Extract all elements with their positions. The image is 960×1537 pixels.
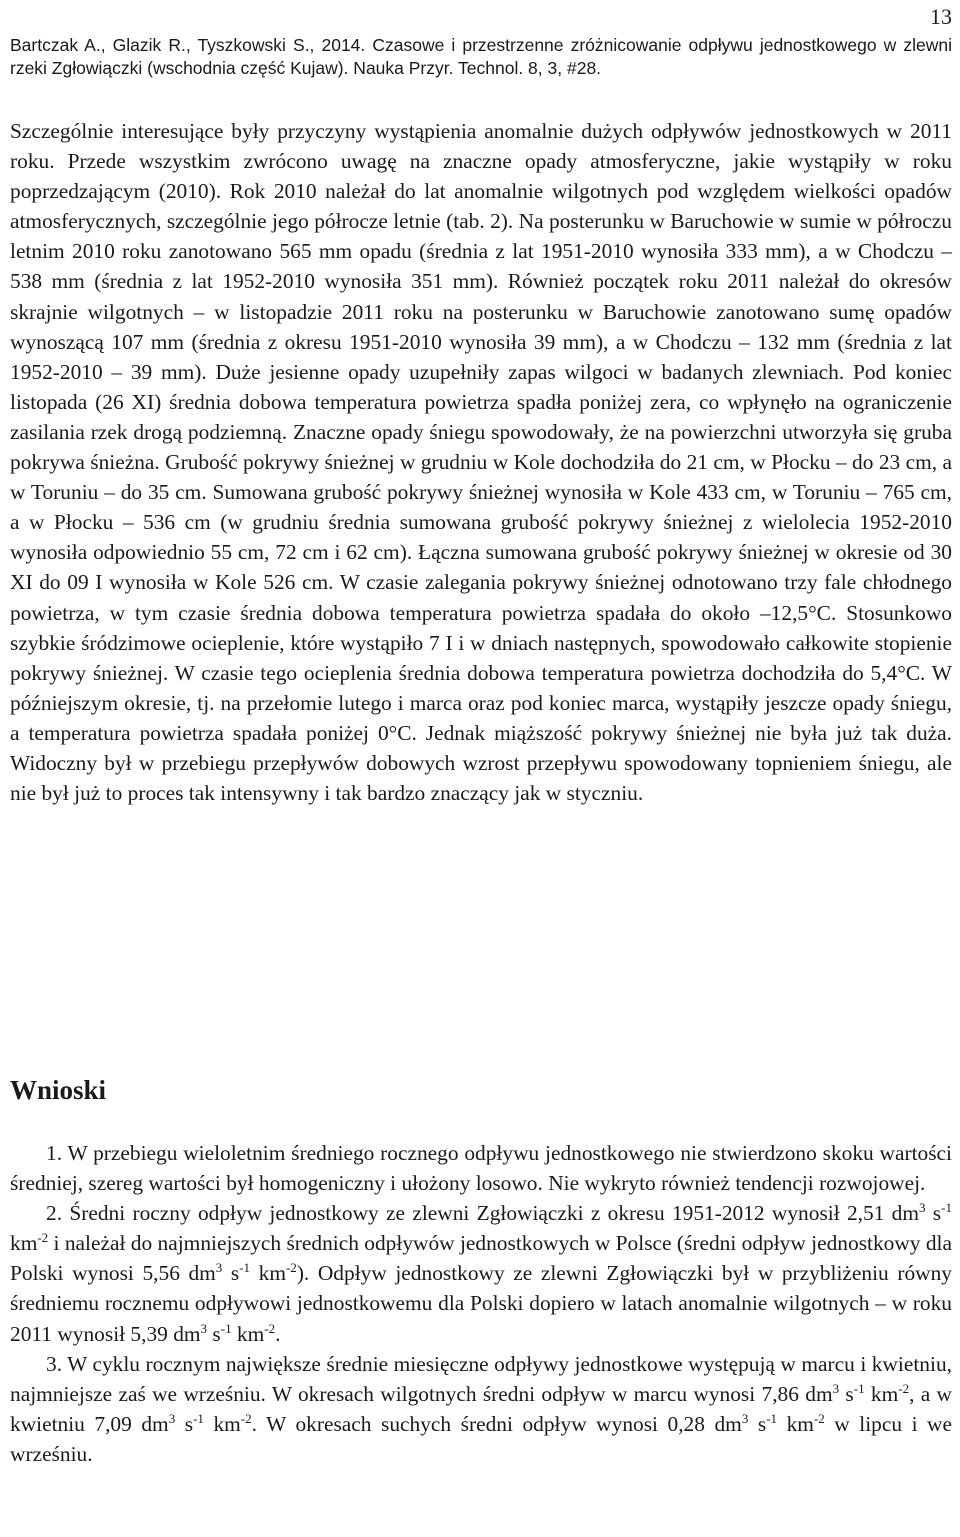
text-run: w lipcu i we wrześniu.	[10, 1411, 952, 1466]
conclusions-list	[10, 1138, 952, 1469]
body-text	[10, 116, 952, 808]
text-run: s	[175, 1411, 194, 1436]
text-run: s	[925, 1201, 942, 1226]
text-run: km	[203, 1411, 241, 1436]
superscript: -1	[941, 1200, 952, 1216]
text-run: i należał do najmniejszych średnich odpływów jednostkowych w Polsce (średni odpływ jednostkowy dla Polski wynosi 5,56 dm	[10, 1231, 952, 1286]
text-run: 2. Średni roczny odpływ jednostkowy ze zlewni Zgłowiączki z okresu 1951-2012 wynosił 2,51 dm	[46, 1201, 920, 1226]
superscript: -2	[264, 1320, 276, 1336]
text-run: s	[222, 1261, 240, 1286]
superscript: 3	[168, 1410, 176, 1426]
body-paragraph: Szczególnie interesujące były przyczyny wystąpienia anomalnie dużych odpływów jednostkowych w 2011 roku. Przede wszystkim zwrócono uwagę na znaczne opady atmosferyczne, jakie wystąpiły w roku poprzedzającym (2010). Rok 2010 należał do lat anomalnie wilgotnych pod względem wielkości opadów atmosferycznych, szczególnie jego półrocze letnie (tab. 2). Na posterunku w Baruchowie w sumie w półroczu letnim 2010 roku zanotowano 565 mm opadu (średnia z lat 1951-2010 wynosiła 333 mm), a w Chodczu – 538 mm (średnia z lat 1952-2010 wynosiła 351 mm). Również początek roku 2011 należał do okresów skrajnie wilgotnych – w listopadzie 2011 roku na posterunku w Baruchowie zanotowano sumę opadów wynoszącą 107 mm (średnia z okresu 1951-2010 wynosiła 39 mm), a w Chodczu – 132 mm (średnia z lat 1952-2010 – 39 mm). Duże jesienne opady uzupełniły zapas wilgoci w badanych zlewniach. Pod koniec listopada (26 XI) średnia dobowa temperatura powietrza spadła poniżej zera, co wpłynęło na ograniczenie zasilania rzek drogą podziemną. Znaczne opady śniegu spowodowały, że na powierzchni utworzyła się gruba pokrywa śnieżna. Grubość pokrywy śnieżnej w grudniu w Kole dochodziła do 21 cm, w Płocku – do 23 cm, a w Toruniu – do 35 cm. Sumowana grubość pokrywy śnieżnej wynosiła w Kole 433 cm, w Toruniu – 765 cm, a w Płocku – 536 cm (w grudniu średnia sumowana grubość pokrywy śnieżnej z wielolecia 1952-2010 wynosiła odpowiednio 55 cm, 72 cm i 62 cm). Łączna sumowana grubość pokrywy śnieżnej w okresie od 30 XI do 09 I wynosiła w Kole 526 cm. W czasie zalegania pokrywy śnieżnej odnotowano trzy fale chłodnego powietrza, w tym czasie średnia dobowa temperatura powietrza spadała do około –12,5°C. Stosunkowo szybkie śródzimowe ocieplenie, które wystąpiło 7 I i w dniach następnych, spowodowało całkowite stopienie pokrywy śnieżnej. W czasie tego ocieplenia średnia dobowa temperatura powietrza dochodziła do 5,4°C. W późniejszym okresie, tj. na przełomie lutego i marca oraz pod koniec marca, wystąpiły jeszcze opady śniegu, a temperatura powietrza spadała poniżej 0°C. Jednak miąższość pokrywy śnieżnej nie była już tak duża. Widoczny był w przebiegu przepływów dobowych wzrost przepływu spowodowany topnieniem śniegu, ale nie był już to proces tak intensywny i tak bardzo znaczący jak w styczniu.	[10, 119, 952, 806]
page-number: 13	[930, 4, 952, 29]
text-run: ). Odpływ jednostkowy ze zlewni Zgłowiączki był w przybliżeniu równy średniemu rocznemu odpływowi jednostkowemu dla Polski dopiero w latach anomalnie wilgotnych – w roku 2011 wynosił 5,39 dm	[10, 1261, 952, 1346]
text-run: s	[839, 1381, 854, 1406]
superscript: -2	[285, 1260, 297, 1276]
superscript: -1	[239, 1260, 251, 1276]
superscript: 3	[919, 1200, 926, 1216]
text-run: s	[748, 1411, 767, 1436]
superscript: 3	[741, 1410, 749, 1426]
text-run: km	[231, 1321, 265, 1346]
superscript: -1	[193, 1410, 204, 1426]
text-run: 3. W cyklu rocznym największe średnie miesięczne odpływy jednostkowe występują w marcu i kwietniu, najmniejsze zaś we wrześniu. W okresach wilgotnych średni odpływ w marcu wynosi 7,86 dm	[10, 1351, 952, 1406]
superscript: -1	[766, 1410, 778, 1426]
text-run: km	[777, 1411, 814, 1436]
superscript: -2	[37, 1230, 49, 1246]
text-run: , a w kwietniu 7,09 dm	[10, 1381, 952, 1436]
text-run: km	[10, 1231, 38, 1256]
superscript: 3	[832, 1380, 840, 1396]
conclusion-item-2	[10, 1198, 952, 1348]
superscript: -1	[220, 1320, 232, 1336]
superscript: -2	[898, 1380, 910, 1396]
superscript: -2	[813, 1410, 825, 1426]
conclusion-item-3	[10, 1349, 952, 1469]
section-title-conclusions: Wnioski	[10, 1075, 107, 1105]
superscript: -1	[853, 1380, 865, 1396]
text-run: s	[207, 1321, 221, 1346]
text-run: . W okresach suchych średni odpływ wynosi 0,28 dm	[251, 1411, 742, 1436]
superscript: 3	[215, 1260, 223, 1276]
conclusion-item-1: 1. W przebiegu wieloletnim średniego rocznego odpływu jednostkowego nie stwierdzono skoku wartości średniej, szereg wartości był homogeniczny i ułożony losowo. Nie wykryto również tendencji rozwojowej.	[10, 1141, 952, 1196]
text-run: km	[250, 1261, 286, 1286]
text-run: km	[864, 1381, 899, 1406]
running-header-citation: Bartczak A., Glazik R., Tyszkowski S., 2014. Czasowe i przestrzenne zróżnicowanie odpływu jednostkowego w zlewni rzeki Zgłowiączki (wschodnia część Kujaw). Nauka Przyr. Technol. 8, 3, #28.	[10, 35, 952, 78]
superscript: -2	[240, 1410, 252, 1426]
text-run: .	[275, 1321, 281, 1346]
superscript: 3	[200, 1320, 208, 1336]
